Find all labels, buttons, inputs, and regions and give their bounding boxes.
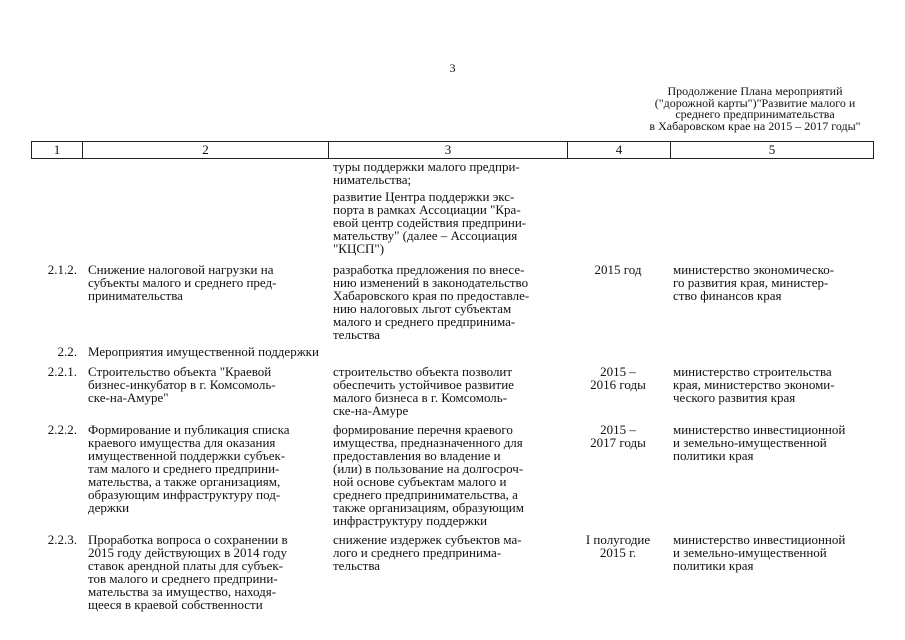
row-number-2-2: 2.2.: [57, 344, 77, 359]
row-2-2-1-term: 2015 – 2016 годы: [590, 364, 646, 392]
row-number-2-2-1: 2.2.1.: [47, 364, 77, 379]
continuation-line-1: Продолжение Плана мероприятий: [667, 84, 843, 98]
row-2-1-2-responsible: министерство экономическо- го развития края, министер- ство финансов края: [673, 262, 835, 303]
row-2-2-3-result: снижение издержек субъектов ма- лого и среднего предпринима- тельства: [333, 532, 522, 573]
row-2-2-3-responsible: министерство инвестиционной и земельно-имущественной политики края: [673, 532, 846, 573]
continuation-line-2: ("дорожной карты")"Развитие малого и: [654, 95, 856, 110]
row-number-2-2-3: 2.2.3.: [47, 532, 77, 547]
row-2-2-3-term: I полугодие 2015 г.: [585, 532, 651, 560]
row0-col3-part-b: развитие Центра поддержки экс- порта в рамках Ассоциации "Кра- евой центр содействия предприни- мательству" (далее – Ассоциация "КЦСП"): [333, 189, 527, 256]
row-2-2-2-term: 2015 – 2017 годы: [590, 422, 646, 450]
header-col-1: 1: [32, 142, 83, 158]
table-header-row: [31, 141, 874, 159]
row-2-2-1-result: строительство объекта позволит обеспечить устойчивое развитие малого бизнеса в г. Комсомоль- ске-на-Амуре: [333, 364, 514, 418]
row0-col3-part-a: туры поддержки малого предпри- нимательства;: [333, 159, 520, 187]
page-number: 3: [449, 61, 456, 75]
header-col-2: 2: [83, 142, 329, 158]
continuation-line-3: среднего предпринимательства: [675, 107, 835, 121]
row-number-2-1-2: 2.1.2.: [47, 262, 77, 277]
row-number-2-2-2: 2.2.2.: [47, 422, 77, 437]
continuation-title: [600, 86, 905, 132]
row-2-2-1-measure: Строительство объекта "Краевой бизнес-инкубатор в г. Комсомоль- ске-на-Амуре": [88, 364, 276, 405]
row-2-2-2-result: формирование перечня краевого имущества, предназначенного для предоставления во владение и (или) в пользование на долгосроч- ной основе субъектам малого и среднего предпринимательства, а также организациям, образующим инфраструктуру поддержки: [333, 422, 524, 528]
header-col-4: 4: [568, 142, 671, 158]
section-title-2-2: Мероприятия имущественной поддержки: [88, 344, 319, 359]
row-2-2-1-responsible: министерство строительства края, министерство экономи- ческого развития края: [673, 364, 835, 405]
continuation-line-4: в Хабаровском крае на 2015 – 2017 годы": [649, 118, 861, 133]
row-2-1-2-term: 2015 год: [594, 262, 642, 277]
row-2-2-2-measure: Формирование и публикация списка краевого имущества для оказания имущественной поддержки субъек- там малого и среднего предприни- мательства, а также организациям, образующим инфраструктуру под- держки: [88, 422, 290, 515]
row-2-1-2-measure: Снижение налоговой нагрузки на субъекты малого и среднего пред- принимательства: [88, 262, 277, 303]
row-2-2-3-measure: Проработка вопроса о сохранении в 2015 году действующих в 2014 году ставок арендной платы для субъек- тов малого и среднего предприни- мательства за имущество, находя- щееся в краевой собственности: [88, 532, 288, 612]
header-col-5: 5: [768, 142, 776, 157]
row-2-2-2-responsible: министерство инвестиционной и земельно-имущественной политики края: [673, 422, 846, 463]
header-col-3: 3: [329, 142, 568, 158]
row-2-1-2-result: разработка предложения по внесе- нию изменений в законодательство Хабаровского края по предоставле- нию налоговых льгот субъектам малого и среднего предпринима- тельства: [333, 262, 530, 342]
